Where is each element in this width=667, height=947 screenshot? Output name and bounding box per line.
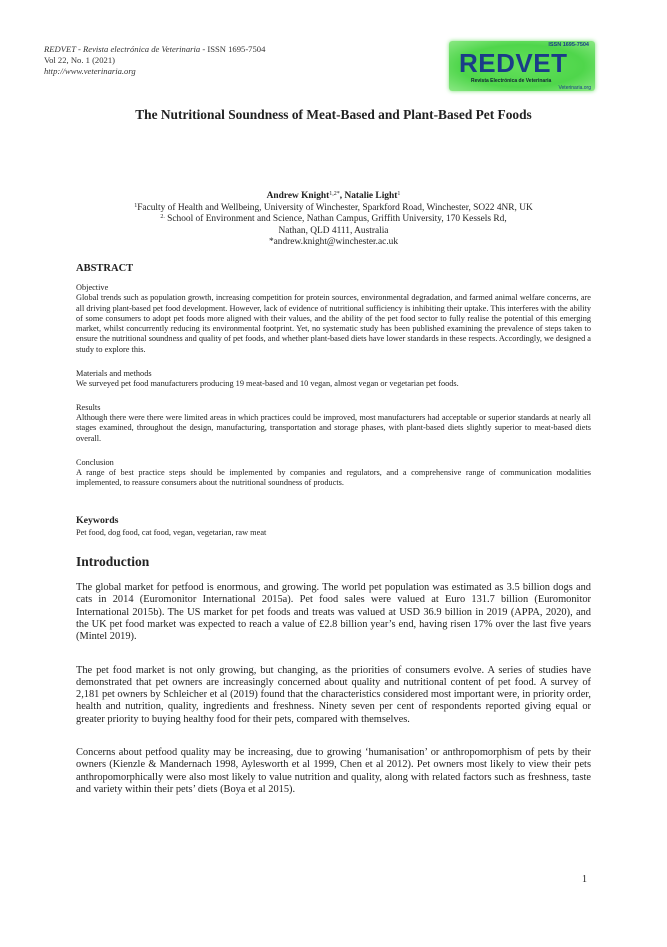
- objective-text: Global trends such as population growth, increasing competition for protein sources, environmental degradation, and farmed animal welfare concerns, are all driving plant-based pet food development. However, lack of evidence of nutritional sufficiency is inhibiting their uptake. This interferes with the ability of some consumers to adopt pet foods more aligned with their values, and the ability of the pet food sector to fully realise the potential of this emerging market, whilst concurrently reducing its environmental footprint. Yet, no systematic study has been published examining the prevalence of steps taken to ensure the nutritional soundness and quality of pet foods, and whether plant-based diets have lower standards in these respects. Accordingly, we designed a study to explore this.: [76, 293, 591, 354]
- author-1-sup: 1,2*: [329, 191, 340, 197]
- journal-name: REDVET: [44, 44, 76, 54]
- author-1: Andrew Knight: [266, 191, 330, 201]
- conclusion-text: A range of best practice steps should be implemented by companies and regulators, and a comprehensive range of communication modalities implemented, to reassure consumers about the nutritional soundness of products.: [76, 468, 591, 488]
- intro-paragraph-1: The global market for petfood is enormous, and growing. The world pet population was estimated as 3.5 billion dogs and cats in 2014 (Euromonitor International 2015a). Pet food sales were valued at Euro 131.7 billion (Euromonitor International 2015b). The US market for pet foods and treats was valued at USD 36.9 billion in 2019 (APPA, 2020), and the UK pet food market was expected to reach a value of £2.8 billion year’s end, having risen 17% over the last five years (Mintel 2019).: [76, 582, 591, 643]
- intro-paragraph-2: The pet food market is not only growing, but changing, as the priorities of consumers evolve. A series of studies have demonstrated that pet owners are increasingly concerned about quality and nutritional content of pet food. A survey of 2,181 pet owners by Schleicher et al (2019) found that the characteristics considered most important were, in priority order, health and nutrition, quality, ingredients and freshness. Ninety seven per cent of respondents reported giving equal or greater priority to buying healthy food for their pets, compared with themselves.: [76, 664, 591, 725]
- results-text: Although there were there were limited areas in which practices could be improved, most manufacturers had acceptable or superior standards at nearly all stages examined, throughout the design, manufacturing, transportation and storage phases, with plant-based diets slightly superior to meat-based diets overall.: [76, 412, 591, 443]
- affiliation-1: Faculty of Health and Wellbeing, University of Winchester, Sparkford Road, Winchester, SO22 4NR, UK: [137, 202, 533, 213]
- methods-label: Materials and methods: [76, 369, 152, 379]
- journal-subtitle: Revista electrónica de Veterinaria: [83, 44, 201, 54]
- journal-url[interactable]: http://www.veterinaria.org: [44, 66, 136, 76]
- results-label: Results: [76, 402, 101, 412]
- abstract-methods: [76, 369, 591, 390]
- journal-header: REDVET - Revista electrónica de Veterinaria - ISSN 1695-7504 Vol 22, No. 1 (2021) http://www.veterinaria.org: [44, 44, 266, 76]
- issn: ISSN 1695-7504: [207, 44, 266, 54]
- author-2: Natalie Light: [344, 191, 398, 201]
- objective-label: Objective: [76, 283, 109, 292]
- author-email[interactable]: *andrew.knight@winchester.ac.uk: [268, 237, 399, 248]
- abstract-heading: ABSTRACT: [76, 263, 134, 274]
- affiliation-2: School of Environment and Science, Nathan Campus, Griffith University, 170 Kessels Rd,: [164, 214, 507, 225]
- paper-title: The Nutritional Soundness of Meat-Based and Plant-Based Pet Foods: [135, 107, 532, 122]
- abstract-results: [76, 403, 591, 444]
- abstract-conclusion: [76, 458, 591, 489]
- aff1-sup: 1: [134, 202, 138, 209]
- redvet-logo: [449, 41, 595, 91]
- abstract-objective: [76, 283, 591, 355]
- body-flow: [76, 262, 591, 796]
- logo-name: REDVET: [459, 48, 568, 78]
- author-block: Andrew Knight$^{1,2*}$, Natalie Light$^1$ $^1$Faculty of Health and Wellbeing, University of Winchester, Sparkford Road, Winchester, SO22 4NR, UK $^{2.}$ School of Environment and Science, Nathan Campus, Griffith University, 170 Kessels Rd, Nathan, QLD 4111, Australia *andrew.knight@winchester.ac.uk: [0, 191, 667, 249]
- keywords-text: Pet food, dog food, cat food, vegan, vegetarian, raw meat: [76, 527, 267, 537]
- logo-subtitle: Revista Electrónica de Veterinaria: [471, 78, 552, 84]
- logo-url: Veterinaria.org: [558, 85, 591, 91]
- aff2-sup: 2.: [160, 214, 165, 221]
- volume: Vol 22, No. 1 (2021): [44, 55, 115, 65]
- keywords-heading: Keywords: [76, 514, 119, 526]
- conclusion-label: Conclusion: [76, 457, 114, 467]
- author-2-sup: 1: [397, 191, 401, 197]
- introduction-heading: Introduction: [76, 554, 150, 570]
- page-number: 1: [582, 874, 587, 885]
- logo-issn: ISSN 1695-7504: [548, 42, 589, 48]
- intro-paragraph-3: Concerns about petfood quality may be increasing, due to growing ‘humanisation’ or anthropomorphism of pets by their owners (Kienzle & Mandernach 1998, Aylesworth et al 1999, Chen et al 2012). Pet owners most likely to view their pets anthropomorphically were also most likely to value nutrition and quality, along with related factors such as freshness, taste and variety within their pets’ diets (Boya et al 2015).: [76, 747, 591, 795]
- affiliation-2-cont: Nathan, QLD 4111, Australia: [278, 225, 389, 236]
- methods-text: We surveyed pet food manufacturers producing 19 meat-based and 10 vegan, almost vegan or vegetarian pet foods.: [76, 379, 459, 389]
